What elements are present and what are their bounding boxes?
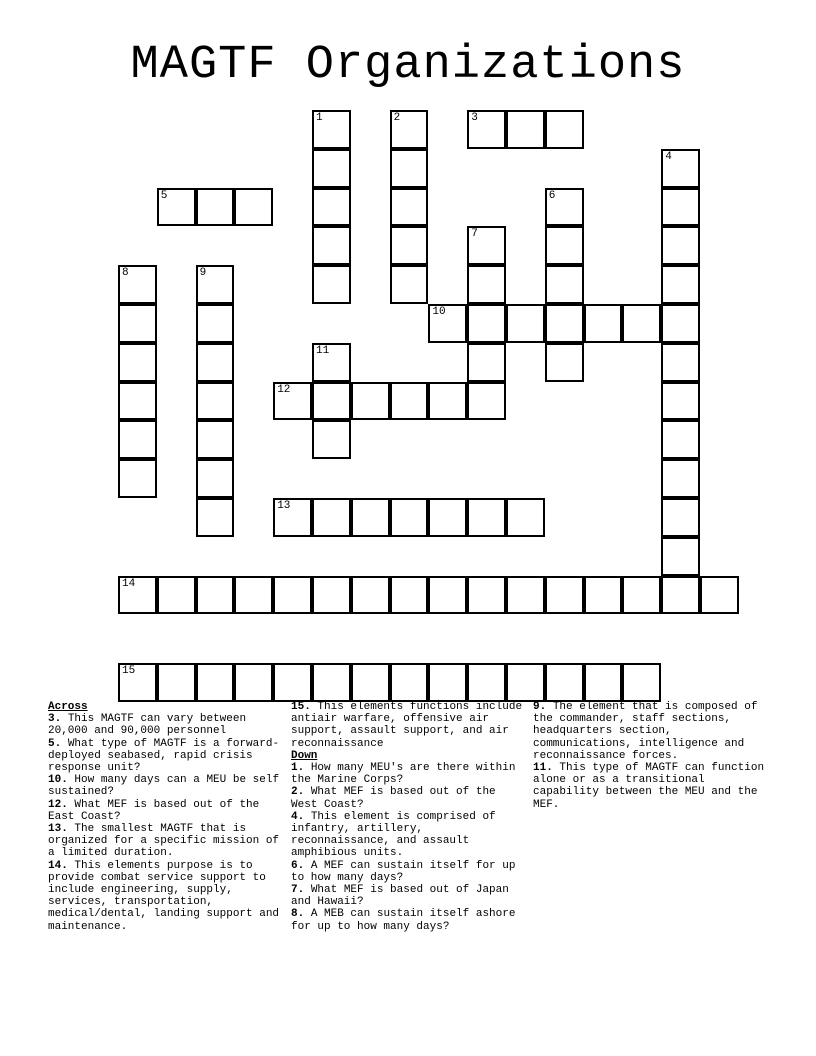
clue-text: This elements purpose is to provide combat service support to include engineering, supply, services, transportation, medical/dental, landing support and maintenance. [48, 859, 280, 933]
grid-cell[interactable] [390, 149, 429, 188]
grid-cell[interactable] [390, 265, 429, 304]
grid-cell[interactable] [312, 420, 351, 459]
grid-cell[interactable] [545, 576, 584, 615]
grid-cell[interactable] [118, 382, 157, 421]
clue-across-15: 15. This elements functions include antiair warfare, offensive air support, assault support, and air reconnaissance [291, 701, 523, 750]
grid-cell[interactable] [390, 498, 429, 537]
clue-number: 9 [533, 701, 540, 713]
grid-cell[interactable] [196, 420, 235, 459]
clue-number-label: 10 [432, 306, 446, 318]
clue-text: What MEF is based out of Japan and Hawaii? [291, 884, 509, 909]
clue-number: 8 [291, 908, 298, 921]
clue-heading: Down [291, 749, 318, 762]
clue-text: This element is comprised of infantry, artillery, reconnaissance, and assault amphibious units. [291, 810, 496, 860]
grid-cell[interactable] [661, 576, 700, 615]
clue-text: This MAGTF can vary between 20,000 and 90,000 personnel [48, 713, 247, 738]
grid-cell[interactable] [118, 265, 157, 304]
grid-cell[interactable] [196, 382, 235, 421]
grid-cell[interactable] [545, 226, 584, 265]
grid-cell[interactable] [118, 576, 157, 615]
grid-cell[interactable] [661, 459, 700, 498]
grid-cell[interactable] [661, 304, 700, 343]
grid-cell[interactable] [273, 498, 312, 537]
clue-text: This elements functions include antiair warfare, offensive air support, assault support, and air reconnaissance [291, 701, 523, 750]
grid-cell[interactable] [467, 498, 506, 537]
grid-cell[interactable] [661, 149, 700, 188]
clue-across-14: 14. This elements purpose is to provide combat service support to include engineering, supply, services, transportation, medical/dental, landing support and maintenance. [48, 859, 280, 933]
grid-cell[interactable] [351, 498, 390, 537]
clue-text: What type of MAGTF is a forward-deployed seabased, rapid crisis response unit? [48, 737, 280, 775]
clue-number-label: 14 [122, 577, 136, 590]
grid-cell[interactable] [390, 663, 429, 702]
clue-down-4: 4. This element is comprised of infantry, artillery, reconnaissance, and assault amphibious units. [291, 810, 496, 860]
clue-number: 15 [291, 701, 305, 713]
grid-cell[interactable] [545, 265, 584, 304]
grid-cell[interactable] [584, 576, 623, 615]
grid-cell[interactable] [118, 420, 157, 459]
clue-number-label: 9 [199, 267, 207, 280]
clue-number-label: 1 [316, 112, 323, 124]
grid-cell[interactable] [273, 382, 312, 421]
grid-cell[interactable] [390, 576, 429, 615]
grid-cell[interactable] [467, 265, 506, 304]
grid-cell[interactable] [234, 188, 273, 227]
grid-cell[interactable] [157, 188, 196, 227]
grid-cell[interactable] [428, 382, 467, 421]
grid-cell[interactable] [234, 663, 273, 702]
clue-number-label: 4 [665, 150, 672, 163]
grid-cell[interactable] [545, 663, 584, 702]
grid-cell[interactable] [157, 576, 196, 615]
clue-number-label: 6 [548, 189, 556, 202]
clue-column-2 [291, 701, 523, 933]
grid-cell[interactable] [312, 663, 351, 702]
grid-cell[interactable] [467, 382, 506, 421]
grid-cell[interactable] [312, 498, 351, 537]
grid-cell[interactable] [351, 382, 390, 421]
clue-text: How many MEU's are there within the Marine Corps? [291, 762, 516, 787]
clue-number-label: 12 [277, 383, 291, 396]
clue-number: 13 [48, 823, 62, 836]
grid-cell[interactable] [545, 110, 584, 149]
grid-cell[interactable] [196, 576, 235, 615]
grid-cell[interactable] [118, 663, 157, 702]
grid-cell[interactable] [428, 663, 467, 702]
grid-cell[interactable] [467, 304, 506, 343]
clue-number-label: 2 [393, 112, 401, 124]
grid-cell[interactable] [467, 576, 506, 615]
grid-cell[interactable] [196, 663, 235, 702]
grid-cell[interactable] [584, 663, 623, 702]
clue-text: A MEF can sustain itself for up to how many days? [291, 859, 516, 884]
grid-cell[interactable] [428, 304, 467, 343]
clue-down-1: 1. How many MEU's are there within the Marine Corps? [291, 762, 516, 787]
clue-text: A MEB can sustain itself ashore for up to how many days? [291, 908, 516, 933]
grid-cell[interactable] [312, 226, 351, 265]
grid-cell[interactable] [312, 576, 351, 615]
grid-cell[interactable] [312, 343, 351, 382]
clue-across-12: 12. What MEF is based out of the East Coast? [48, 798, 260, 823]
clue-column-1 [48, 701, 280, 933]
grid-cell[interactable] [390, 226, 429, 265]
grid-cell[interactable] [467, 663, 506, 702]
grid-cell[interactable] [312, 149, 351, 188]
clue-number-label: 3 [471, 112, 478, 124]
clue-text: How many days can a MEU be self sustained? [48, 774, 280, 799]
clue-number: 3 [48, 713, 55, 726]
clue-down-11: 11. This type of MAGTF can function alone or as a transitional capability between the MEU and the MEF. [533, 762, 765, 811]
grid-cell[interactable] [661, 420, 700, 459]
clue-across-13: 13. The smallest MAGTF that is organized for a specific mission of a limited duration. [48, 823, 280, 860]
grid-cell[interactable] [700, 576, 739, 615]
clue-number-label: 11 [316, 344, 330, 357]
grid-cell[interactable] [428, 498, 467, 537]
grid-cell[interactable] [661, 343, 700, 382]
clue-down-6: 6. A MEF can sustain itself for up to how many days? [291, 859, 516, 884]
grid-cell[interactable] [661, 265, 700, 304]
grid-cell[interactable] [390, 382, 429, 421]
clue-number-label: 7 [471, 228, 478, 241]
grid-cell[interactable] [312, 265, 351, 304]
grid-cell[interactable] [118, 304, 157, 343]
clue-number: 4 [291, 810, 298, 823]
grid-cell[interactable] [196, 343, 235, 382]
grid-cell[interactable] [661, 537, 700, 576]
clue-number: 2 [291, 786, 298, 799]
clue-number: 1 [291, 762, 298, 775]
grid-cell[interactable] [273, 576, 312, 615]
clue-number: 6 [291, 859, 298, 872]
clue-number: 12 [48, 798, 62, 811]
clue-across-10: 10. How many days can a MEU be self sustained? [48, 774, 280, 799]
grid-cell[interactable] [467, 110, 506, 149]
grid-cell[interactable] [661, 498, 700, 537]
grid-cell[interactable] [545, 343, 584, 382]
grid-cell[interactable] [467, 226, 506, 265]
grid-cell[interactable] [428, 576, 467, 615]
grid-cell[interactable] [506, 498, 545, 537]
grid-cell[interactable] [312, 110, 351, 149]
grid-cell[interactable] [196, 498, 235, 537]
grid-cell[interactable] [390, 188, 429, 227]
grid-cell[interactable] [506, 110, 545, 149]
clue-number-label: 8 [122, 267, 129, 280]
clue-text: What MEF is based out of the East Coast? [48, 798, 260, 823]
clue-across-3: 3. This MAGTF can vary between 20,000 and 90,000 personnel [48, 713, 247, 738]
grid-cell[interactable] [351, 663, 390, 702]
grid-cell[interactable] [622, 304, 661, 343]
clue-text: What MEF is based out of the West Coast? [291, 786, 496, 811]
clue-number-label: 5 [160, 189, 168, 202]
clue-number: 10 [48, 774, 62, 787]
grid-cell[interactable] [506, 576, 545, 615]
clue-text: This type of MAGTF can function alone or as a transitional capability between the MEU and the MEF. [533, 762, 765, 811]
grid-cell[interactable] [351, 576, 390, 615]
clue-down-9: 9. The element that is composed of the commander, staff sections, headquarters section, communications, intelligence and reconnaissance forces. [533, 701, 758, 762]
clue-number: 7 [291, 884, 298, 897]
clue-number: 11 [533, 762, 547, 775]
clue-text: The smallest MAGTF that is organized for a specific mission of a limited duration. [48, 823, 280, 860]
grid-cell[interactable] [545, 188, 584, 227]
grid-cell[interactable] [390, 110, 429, 149]
grid-cell[interactable] [273, 663, 312, 702]
grid-cell[interactable] [661, 226, 700, 265]
page-title: MAGTF Organizations [130, 39, 686, 92]
grid-cell[interactable] [196, 304, 235, 343]
clue-number: 5 [48, 737, 55, 750]
grid-cell[interactable] [196, 459, 235, 498]
grid-cell[interactable] [196, 265, 235, 304]
clue-number-label: 13 [277, 500, 291, 512]
grid-cell[interactable] [622, 576, 661, 615]
grid-cell[interactable] [506, 304, 545, 343]
grid-cell[interactable] [312, 382, 351, 421]
grid-cell[interactable] [118, 459, 157, 498]
grid-cell[interactable] [312, 188, 351, 227]
grid-cell[interactable] [545, 304, 584, 343]
grid-cell[interactable] [661, 188, 700, 227]
grid-cell[interactable] [157, 663, 196, 702]
clue-across-5: 5. What type of MAGTF is a forward-deployed seabased, rapid crisis response unit? [48, 737, 280, 775]
clue-number-label: 15 [122, 665, 136, 678]
grid-cell[interactable] [506, 663, 545, 702]
clue-text: The element that is composed of the commander, staff sections, headquarters section, communications, intelligence and reconnaissance forces. [533, 701, 758, 762]
clue-down-2: 2. What MEF is based out of the West Coast? [291, 786, 496, 811]
clue-heading: Across [48, 701, 88, 713]
grid-cell[interactable] [467, 343, 506, 382]
grid-cell[interactable] [661, 382, 700, 421]
grid-cell[interactable] [196, 188, 235, 227]
clue-number: 14 [48, 859, 62, 872]
clue-down-7: 7. What MEF is based out of Japan and Hawaii? [291, 884, 509, 909]
clue-column-3 [533, 701, 773, 811]
grid-cell[interactable] [118, 343, 157, 382]
grid-cell[interactable] [584, 304, 623, 343]
grid-cell[interactable] [234, 576, 273, 615]
clue-down-8: 8. A MEB can sustain itself ashore for up to how many days? [291, 908, 516, 933]
grid-cell[interactable] [622, 663, 661, 702]
